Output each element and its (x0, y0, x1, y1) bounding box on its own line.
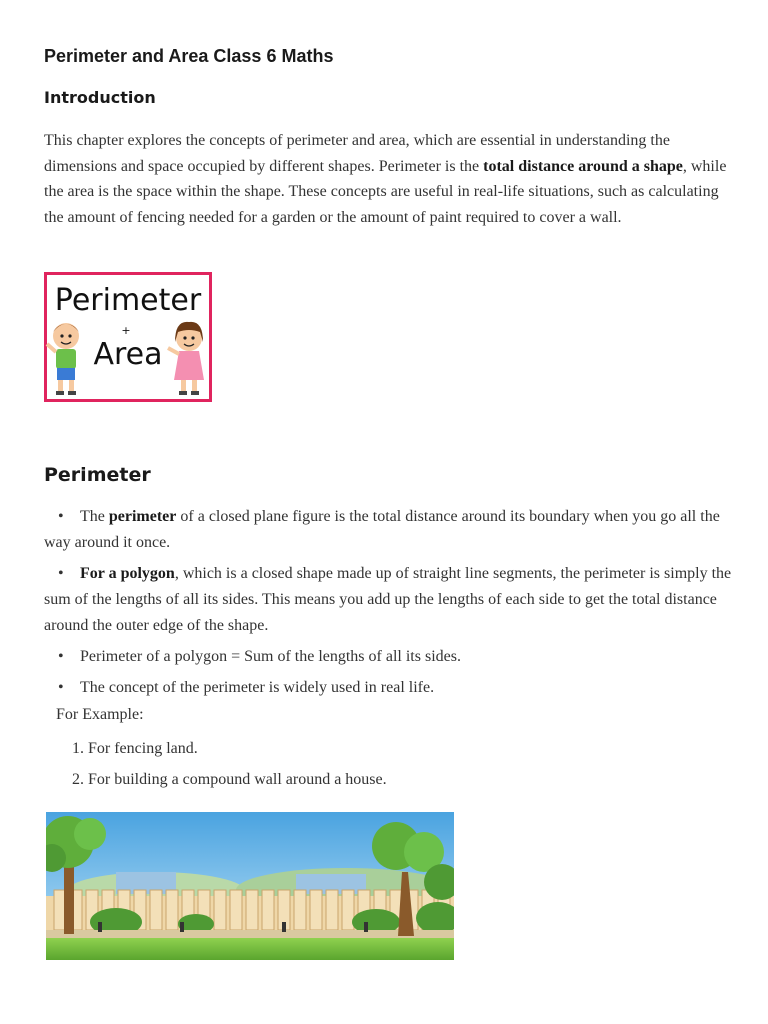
illustration-plus: + (121, 324, 131, 337)
page-title: Perimeter and Area Class 6 Maths (44, 46, 334, 66)
introduction-heading: Introduction (44, 88, 156, 107)
illustration-title-perimeter: Perimeter (54, 283, 202, 318)
list-item: 2. For building a compound wall around a house. (72, 771, 387, 788)
perimeter-area-illustration (44, 272, 212, 402)
bullet-marker: • (58, 679, 64, 696)
perimeter-bullet-list (44, 504, 734, 706)
illustration-title-area: Area (93, 337, 163, 372)
list-item: • The concept of the perimeter is widely used in real life. (44, 675, 734, 701)
bullet-marker: • (58, 648, 64, 665)
bullet-marker: • (58, 565, 64, 582)
list-item: 1. For fencing land. (72, 740, 198, 757)
introduction-paragraph: This chapter explores the concepts of perimeter and area, which are essential in understanding the dimensions and space occupied by different shapes. Perimeter is the total distance around a shape, while the area is the space within the shape. These concepts are useful in real-life situations, such as calculating the amount of fencing needed for a garden or the amount of paint required to cover a wall. (44, 132, 727, 226)
bullet-marker: • (58, 508, 64, 525)
example-list (72, 737, 387, 799)
perimeter-heading: Perimeter (44, 464, 151, 486)
list-item: • Perimeter of a polygon = Sum of the lengths of all its sides. (44, 644, 734, 670)
list-item: • For a polygon, which is a closed shape made up of straight line segments, the perimeter is simply the sum of the lengths of all its sides. This means you add up the lengths of each side to get the total distance around the outer edge of the shape. (44, 561, 734, 639)
example-label: For Example: (56, 706, 144, 723)
list-item: • The perimeter of a closed plane figure is the total distance around its boundary when you go all the way around it once. (44, 504, 734, 556)
bold-phrase: total distance around a shape (483, 157, 683, 175)
garden-fence-illustration (46, 812, 454, 960)
